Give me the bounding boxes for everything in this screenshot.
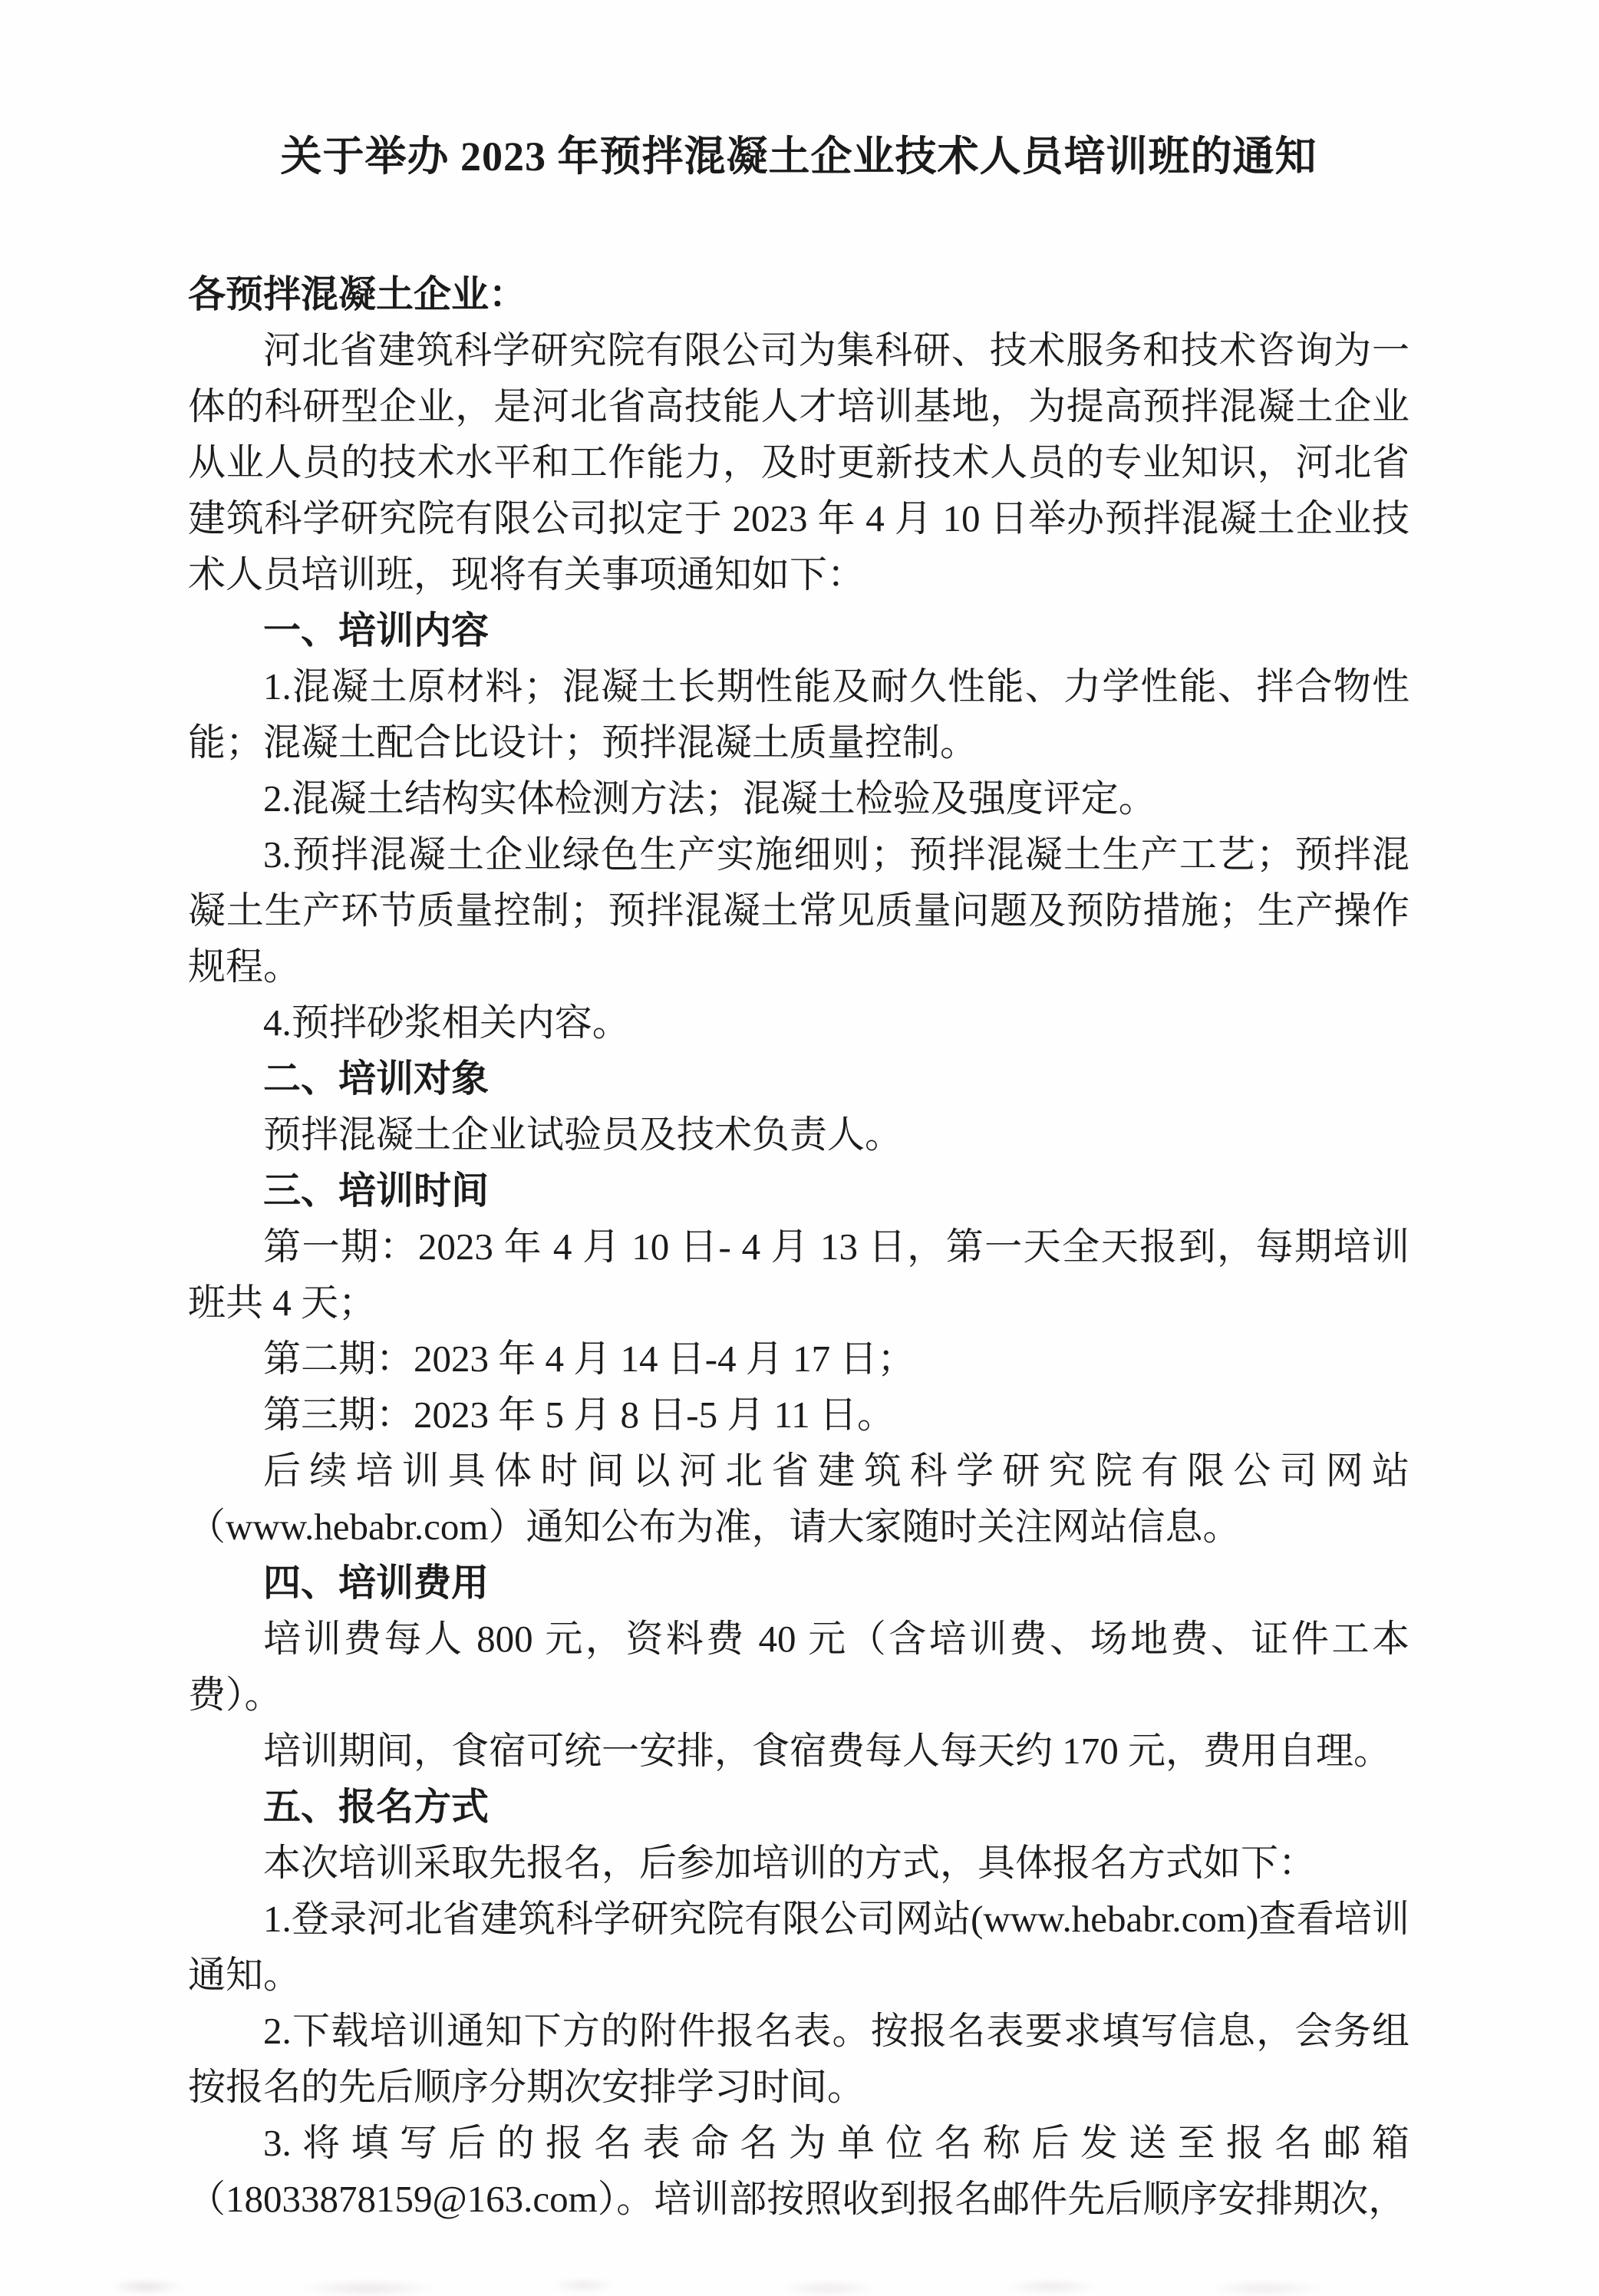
section-1-item-2: 2.混凝土结构实体检测方法；混凝土检验及强度评定。 — [263, 777, 1156, 820]
scan-bleed-artifact — [0, 2242, 1599, 2296]
section-4-item-2: 培训期间，食宿可统一安排，食宿费每人每天约 170 元，费用自理。 — [263, 1730, 1392, 1772]
salutation: 各预拌混凝土企业： — [188, 273, 527, 315]
section-4-item-1: 培训费每人 800 元，资料费 40 元（含培训费、场地费、证件工本费）。 — [188, 1618, 1409, 1716]
notice-title: 关于举办 2023 年预拌混凝土企业技术人员培训班的通知 — [280, 134, 1317, 180]
section-3-item-4: 后续培训具体时间以河北省建筑科学研究院有限公司网站（www.hebabr.com）通知公布为准，请大家随时关注网站信息。 — [188, 1450, 1409, 1548]
section-2-heading: 二、培训对象 — [263, 1057, 490, 1100]
section-5-item-3: 2.下载培训通知下方的附件报名表。按报名表要求填写信息，会务组按报名的先后顺序分期次安排学习时间。 — [188, 2010, 1409, 2108]
section-3-heading: 三、培训时间 — [263, 1169, 490, 1212]
section-5-item-4: 3.将填写后的报名表命名为单位名称后发送至报名邮箱（18033878159@163.com）。培训部按照收到报名邮件先后顺序安排期次， — [188, 2122, 1409, 2220]
document-body — [188, 129, 1409, 2227]
section-1-item-1: 1.混凝土原材料；混凝土长期性能及耐久性能、力学性能、拌合物性能；混凝土配合比设计；预拌混凝土质量控制。 — [188, 665, 1409, 764]
section-1-item-3: 3.预拌混凝土企业绿色生产实施细则；预拌混凝土生产工艺；预拌混凝土生产环节质量控制；预拌混凝土常见质量问题及预防措施；生产操作规程。 — [188, 833, 1409, 988]
intro-paragraph: 河北省建筑科学研究院有限公司为集科研、技术服务和技术咨询为一体的科研型企业，是河北省高技能人才培训基地，为提高预拌混凝土企业从业人员的技术水平和工作能力，及时更新技术人员的专业知识，河北省建筑科学研究院有限公司拟定于 2023 年 4 月 10 日举办预拌混凝土企业技术人员培训班，现将有关事项通知如下： — [188, 329, 1409, 595]
section-3-item-3: 第三期：2023 年 5 月 8 日-5 月 11 日。 — [263, 1394, 895, 1436]
section-3-item-2: 第二期：2023 年 4 月 14 日-4 月 17 日； — [263, 1338, 915, 1380]
section-2-item-1: 预拌混凝土企业试验员及技术负责人。 — [263, 1113, 903, 1156]
section-4-heading: 四、培训费用 — [263, 1562, 490, 1604]
section-5-item-2: 1.登录河北省建筑科学研究院有限公司网站(www.hebabr.com)查看培训通知。 — [188, 1898, 1409, 1996]
section-5-heading: 五、报名方式 — [263, 1786, 490, 1828]
section-1-item-4: 4.预拌砂浆相关内容。 — [263, 1001, 630, 1044]
section-3-item-1: 第一期：2023 年 4 月 10 日- 4 月 13 日，第一天全天报到，每期培训班共 4 天； — [188, 1226, 1409, 1324]
section-1-heading: 一、培训内容 — [263, 609, 490, 652]
section-5-item-1: 本次培训采取先报名，后参加培训的方式，具体报名方式如下： — [263, 1842, 1317, 1884]
